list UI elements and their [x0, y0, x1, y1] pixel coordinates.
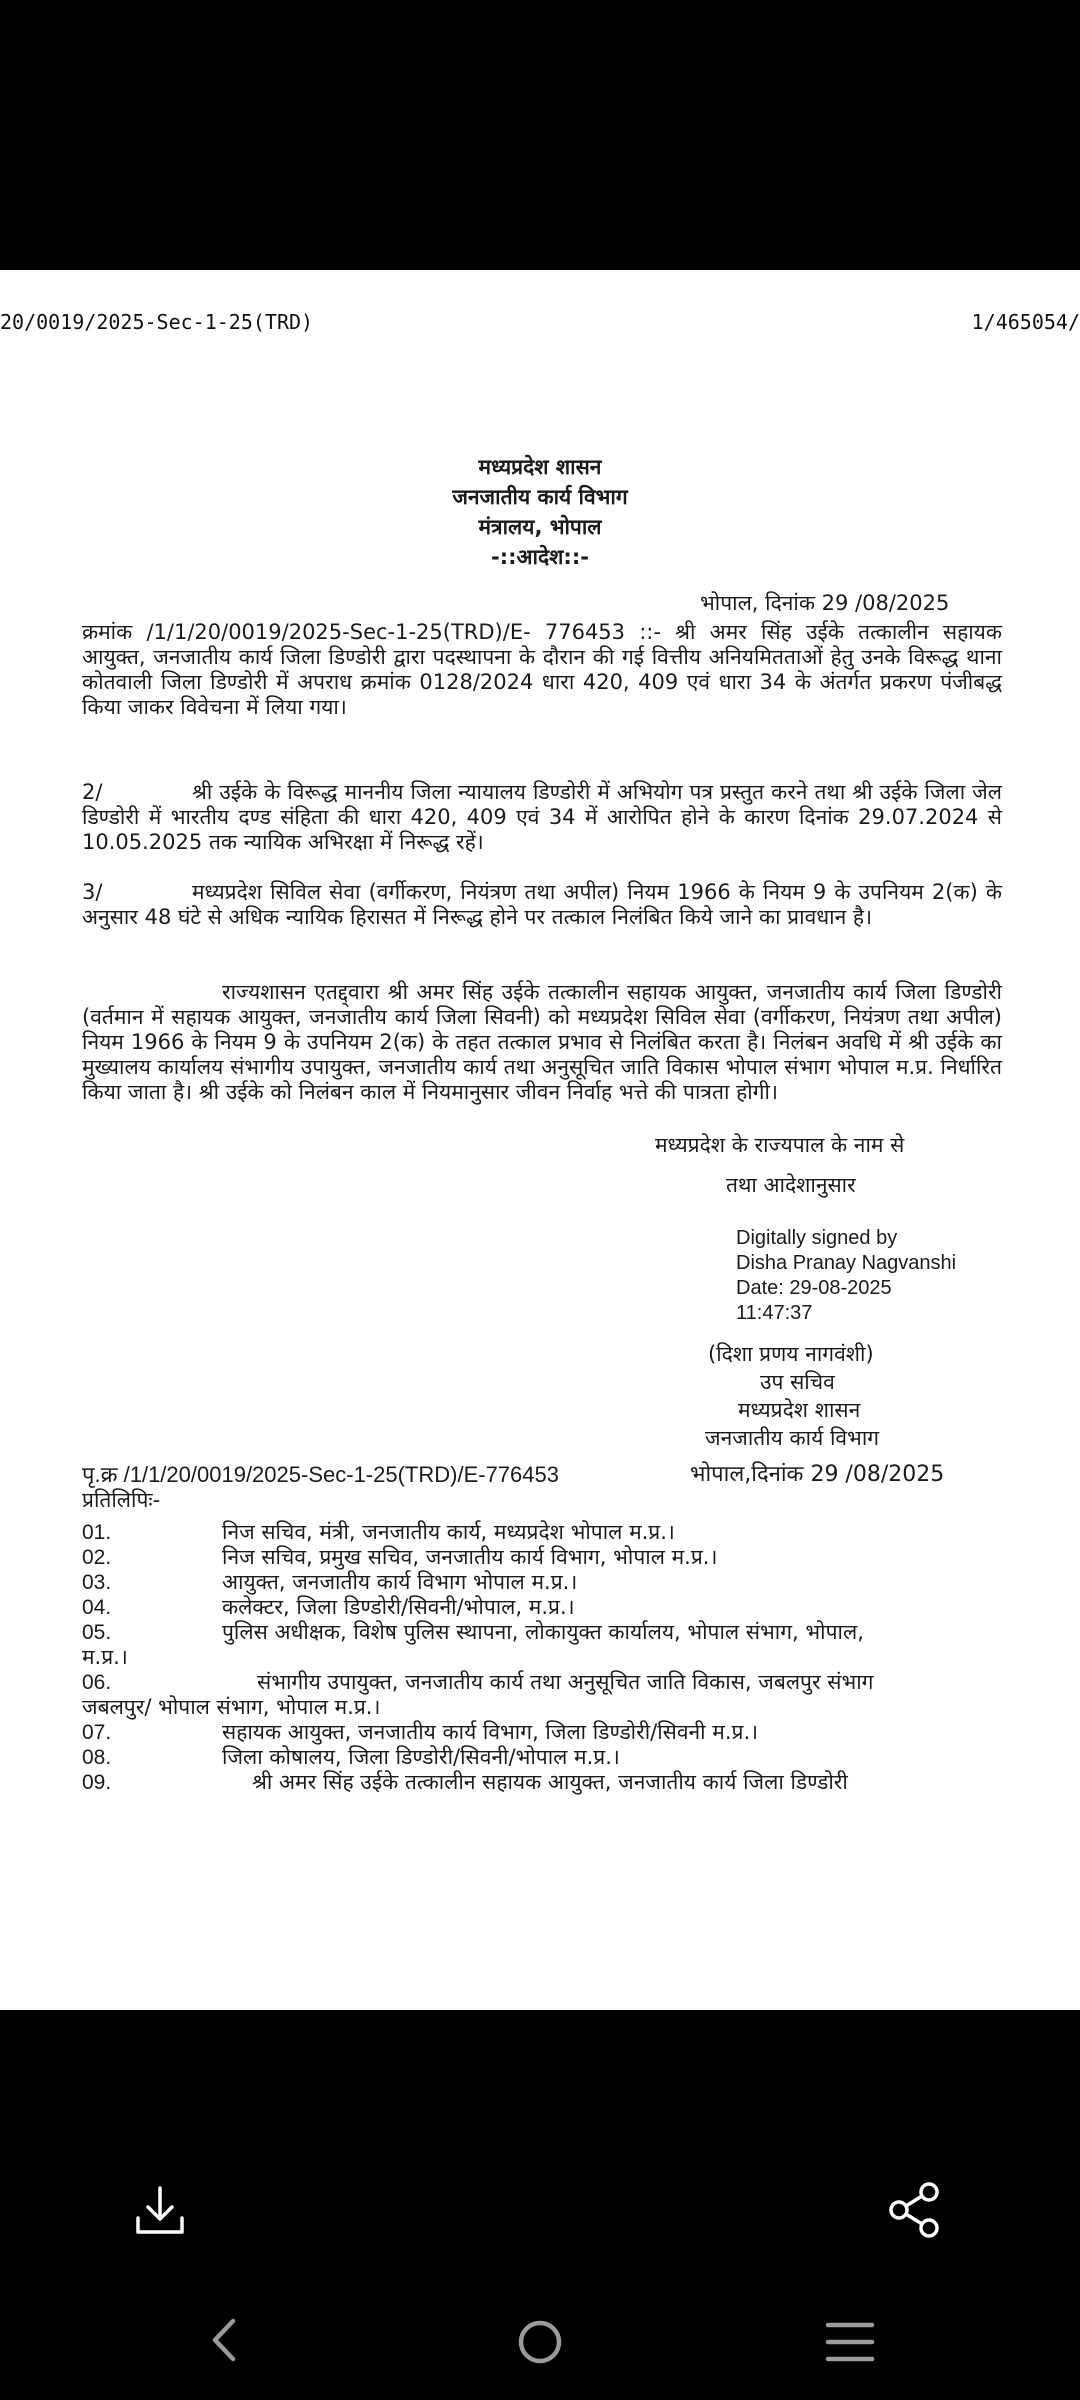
- order-heading: -::आदेश::-: [491, 545, 589, 569]
- copy-item-text: जिला कोषालय, जिला डिण्डोरी/सिवनी/भोपाल म.प्र.।: [222, 1745, 620, 1769]
- copy-item-number: 05.: [82, 1621, 112, 1644]
- paragraph-3: [82, 880, 1002, 930]
- digital-signature-time: 11:47:37: [736, 1302, 813, 1324]
- copy-item-text: आयुक्त, जनजातीय कार्य विभाग भोपाल म.प्र.।: [222, 1570, 578, 1594]
- nav-home-icon[interactable]: [515, 2317, 565, 2367]
- paragraph-2-text: श्री उईके के विरूद्ध माननीय जिला न्यायालय डिण्डोरी में अभियोग पत्र प्रस्तुत करने तथा श्री उईके जिला जेल डिण्डोरी में भारतीय दण्ड संहिता की धारा 420, 409 एवं 34 में आरोपित होने के कारण दिनांक 29.07.2024 से 10.05.2025 तक न्यायिक अभिरक्षा में निरूद्ध रहें।: [82, 780, 1002, 854]
- paragraph-4-text: राज्यशासन एतद्द्वारा श्री अमर सिंह उईके तत्कालीन सहायक आयुक्त, जनजातीय कार्य जिला डिण्डोरी (वर्तमान में सहायक आयुक्त, जनजातीय कार्य जिला सिवनी) को मध्यप्रदेश सिविल सेवा (वर्गीकरण, नियंत्रण तथा अपील) नियम 1966 के नियम 9 के उपनियम 2(क) के तहत तत्काल प्रभाव से निलंबित करता है। निलंबन अवधि में श्री उईके का मुख्यालय कार्यालय संभागीय उपायुक्त, जनजातीय कार्य तथा अनुसूचित जाति विकास भोपाल संभाग भोपाल म.प्र. निर्धारित किया जाता है। श्री उईके को निलंबन काल में नियमानुसार जीवन निर्वाह भत्ते की पात्रता होगी।: [82, 980, 1002, 1104]
- endorsement-ref: पृ.क्र /1/1/20/0019/2025-Sec-1-25(TRD)/E-776453: [82, 1462, 559, 1487]
- copy-item-number: 09.: [82, 1771, 112, 1794]
- copy-item-text: निज सचिव, मंत्री, जनजातीय कार्य, मध्यप्रदेश भोपाल म.प्र.।: [222, 1520, 675, 1544]
- paragraph-2-number: 2/: [82, 780, 103, 804]
- paragraph-4: [82, 980, 1002, 1105]
- copy-item-text: निज सचिव, प्रमुख सचिव, जनजातीय कार्य विभाग, भोपाल म.प्र.।: [222, 1545, 718, 1569]
- ministry-title: मंत्रालय, भोपाल: [478, 515, 602, 539]
- download-icon[interactable]: [130, 2180, 190, 2240]
- copy-item-number: 06.: [82, 1671, 112, 1694]
- digital-signature-name: Disha Pranay Nagvanshi: [736, 1252, 957, 1274]
- govt-title: मध्यप्रदेश शासन: [478, 455, 602, 479]
- copy-item-text: सहायक आयुक्त, जनजातीय कार्य विभाग, जिला डिण्डोरी/सिवनी म.प्र.।: [222, 1720, 759, 1744]
- digital-signature-line-1: Digitally signed by: [736, 1227, 898, 1249]
- endorsement-date: भोपाल,दिनांक 29 /08/2025: [690, 1462, 945, 1487]
- paragraph-3-text: मध्यप्रदेश सिविल सेवा (वर्गीकरण, नियंत्रण तथा अपील) नियम 1966 के नियम 9 के उपनियम 2(क) के अनुसार 48 घंटे से अधिक न्यायिक हिरासत में निरूद्ध होने पर तत्काल निलंबित किये जाने का प्रावधान है।: [82, 880, 1002, 929]
- department-title: जनजातीय कार्य विभाग: [452, 485, 628, 509]
- signatory-org-2: जनजातीय कार्य विभाग: [705, 1426, 880, 1450]
- digital-signature-date: Date: 29-08-2025: [736, 1277, 892, 1299]
- file-reference-right: 1/465054/: [971, 310, 1080, 334]
- document-page: [0, 270, 1080, 2010]
- paragraph-3-number: 3/: [82, 880, 103, 904]
- copy-item-text-continued: जबलपुर/ भोपाल संभाग, भोपाल म.प्र.।: [82, 1695, 381, 1719]
- share-icon[interactable]: [885, 2180, 945, 2240]
- signatory-name: (दिशा प्रणय नागवंशी): [708, 1342, 874, 1366]
- copy-item-text-continued: म.प्र.।: [82, 1645, 128, 1669]
- copy-item-number: 07.: [82, 1721, 112, 1744]
- authority-line-1: मध्यप्रदेश के राज्यपाल के नाम से: [655, 1133, 905, 1157]
- copy-item-number: 08.: [82, 1746, 112, 1769]
- signatory-designation: उप सचिव: [760, 1370, 835, 1394]
- authority-line-2: तथा आदेशानुसार: [726, 1173, 856, 1197]
- paragraph-2: [82, 780, 1002, 855]
- copy-item-text: श्री अमर सिंह उईके तत्कालीन सहायक आयुक्त, जनजातीय कार्य जिला डिण्डोरी: [252, 1770, 848, 1794]
- order-date: भोपाल, दिनांक 29 /08/2025: [700, 591, 950, 615]
- file-reference-left: 20/0019/2025-Sec-1-25(TRD): [0, 310, 314, 334]
- viewer-toolbar: [0, 2010, 1080, 2400]
- copy-item-number: 02.: [82, 1546, 112, 1569]
- paragraph-1: क्रमांक /1/1/20/0019/2025-Sec-1-25(TRD)/E- 776453 ::- श्री अमर सिंह उईके तत्कालीन सहायक आयुक्त, जनजातीय कार्य जिला डिण्डोरी द्वारा पदस्थापना के दौरान की गई वित्तीय अनियमितताओं हेतु उनके विरूद्ध थाना कोतवाली जिला डिण्डोरी में अपराध क्रमांक 0128/2024 धारा 420, 409 एवं धारा 34 के अंतर्गत प्रकरण पंजीबद्ध किया जाकर विवेचना में लिया गया।: [82, 620, 1002, 719]
- nav-back-icon[interactable]: [205, 2315, 245, 2365]
- copy-item-number: 03.: [82, 1571, 112, 1594]
- copy-item-number: 01.: [82, 1521, 112, 1544]
- copy-item-number: 04.: [82, 1596, 112, 1619]
- signatory-org-1: मध्यप्रदेश शासन: [738, 1398, 861, 1422]
- nav-recents-icon[interactable]: [825, 2320, 875, 2364]
- copy-item-text: कलेक्टर, जिला डिण्डोरी/सिवनी/भोपाल, म.प्र.।: [222, 1595, 575, 1619]
- copy-item-text: संभागीय उपायुक्त, जनजातीय कार्य तथा अनुसूचित जाति विकास, जबलपुर संभाग: [257, 1670, 874, 1694]
- copy-item-text: पुलिस अधीक्षक, विशेष पुलिस स्थापना, लोकायुक्त कार्यालय, भोपाल संभाग, भोपाल,: [222, 1620, 864, 1644]
- copy-label: प्रतिलिपिः-: [82, 1488, 161, 1512]
